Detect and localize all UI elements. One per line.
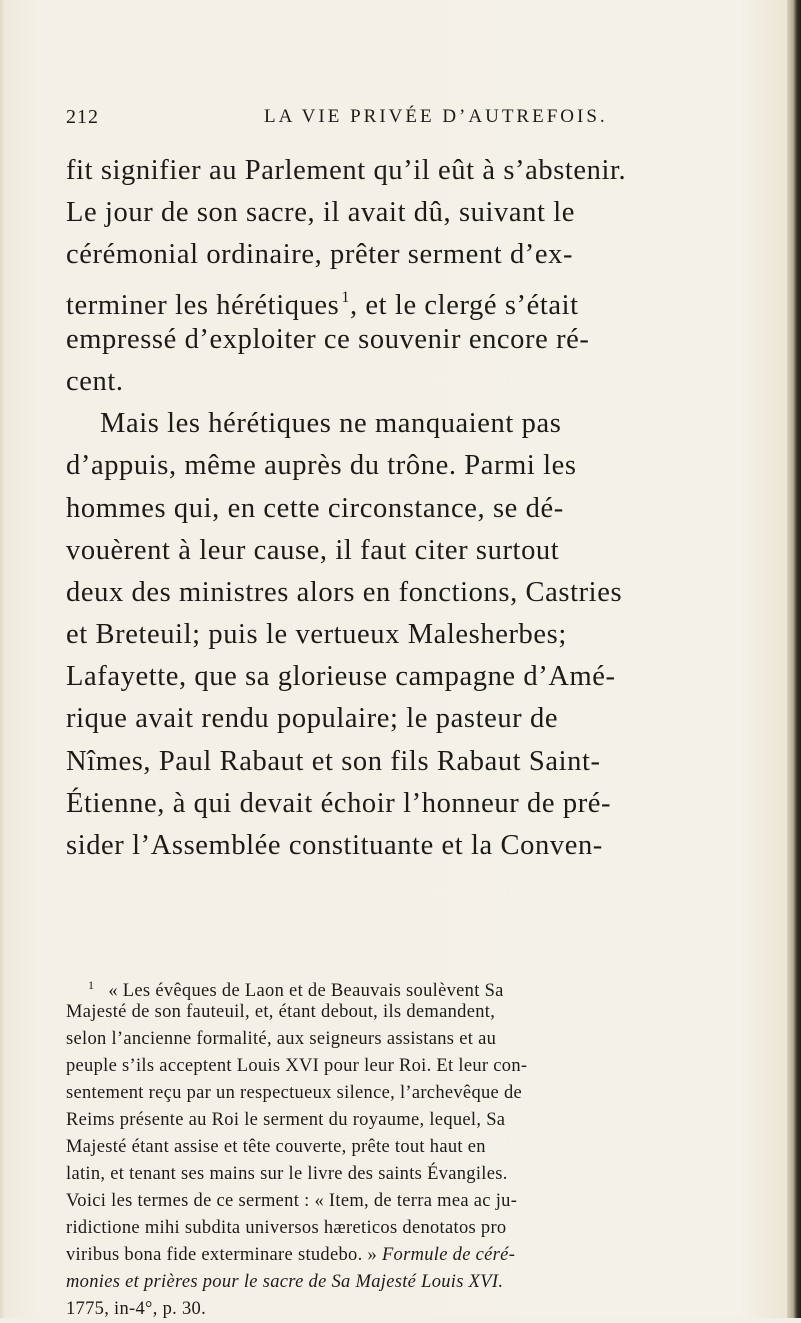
- text-line: d’appuis, même auprès du trône. Parmi les: [66, 450, 577, 482]
- text-line: sider l’Assemblée constituante et la Conven-: [66, 830, 603, 861]
- text-line: Le jour de son sacre, il avait dû, suivant le: [66, 197, 575, 229]
- page-header: [66, 106, 706, 136]
- footnote-line: latin, et tenant ses mains sur le livre des saints Évangiles.: [66, 1164, 508, 1184]
- footnote-line: selon l’ancienne formalité, aux seigneurs assistans et au: [66, 1029, 497, 1049]
- text-line: rique avait rendu populaire; le pasteur de: [66, 703, 559, 735]
- footnote-line: ridictione mihi subdita universos hæreticos denotatos pro: [66, 1218, 507, 1238]
- text-line: et Breteuil; puis le vertueux Malesherbes;: [66, 619, 567, 651]
- text-line: cent.: [66, 365, 124, 397]
- footnote-citation-title: Formule de céré-: [381, 1245, 516, 1265]
- footnote-line: Majesté de son fauteuil, et, étant debout, ils demandent,: [66, 1002, 496, 1022]
- footnote-line: Majesté étant assise et tête couverte, prête tout haut en: [66, 1137, 486, 1157]
- footnote-line: [66, 972, 726, 999]
- text-line: vouèrent à leur cause, il faut citer surtout: [66, 534, 560, 566]
- page-number: 212: [66, 106, 99, 128]
- text-fragment: , et le clergé s’était: [349, 289, 579, 321]
- footnote-line: 1775, in-4°, p. 30.: [66, 1299, 207, 1319]
- text-line: Lafayette, que sa glorieuse campagne d’Amé-: [66, 661, 616, 693]
- text-line-with-note: [66, 277, 726, 319]
- text-line: hommes qui, en cette circonstance, se dé-: [66, 492, 564, 524]
- running-title: LA VIE PRIVÉE D’AUTREFOIS.: [264, 106, 608, 127]
- footnote-line: Reims présente au Roi le serment du royaume, lequel, Sa: [66, 1110, 506, 1130]
- footnote-text: viribus bona fide exterminare studebo. »: [66, 1245, 382, 1265]
- footnote-line: [66, 1242, 726, 1269]
- text-line: cérémonial ordinaire, prêter serment d’ex-: [66, 239, 574, 271]
- footnote-line: [66, 1269, 726, 1296]
- text-fragment: terminer les hérétiques: [66, 289, 340, 321]
- footnote-citation-title: monies et prières pour le sacre de Sa Majesté Louis XVI.: [66, 1272, 504, 1292]
- text-line: Étienne, à qui devait échoir l’honneur de pré-: [66, 787, 612, 819]
- text-line: deux des ministres alors en fonctions, Castries: [66, 576, 623, 608]
- book-binding-edge: [787, 0, 801, 1318]
- footnote-text: « Les évêques de Laon et de Beauvais soulèvent Sa: [108, 981, 504, 1001]
- text-line: empressé d’exploiter ce souvenir encore ré-: [66, 323, 590, 355]
- main-text: [66, 150, 726, 867]
- text-line: Nîmes, Paul Rabaut et son fils Rabaut Saint-: [66, 745, 601, 777]
- paragraph-start-line: Mais les hérétiques ne manquaient pas: [100, 408, 562, 440]
- text-line: fit signifier au Parlement qu’il eût à s’abstenir.: [66, 155, 627, 186]
- footnote: [66, 972, 726, 1323]
- page-left-edge: [0, 0, 6, 1318]
- footnote-line: peuple s’ils acceptent Louis XVI pour leur Roi. Et leur con-: [66, 1056, 528, 1076]
- footnote-marker: 1: [88, 978, 95, 992]
- footnote-reference: 1: [341, 288, 350, 306]
- footnote-line: sentement reçu par un respectueux silence, l’archevêque de: [66, 1083, 523, 1103]
- footnote-line: Voici les termes de ce serment : « Item, de terra mea ac ju-: [66, 1191, 518, 1211]
